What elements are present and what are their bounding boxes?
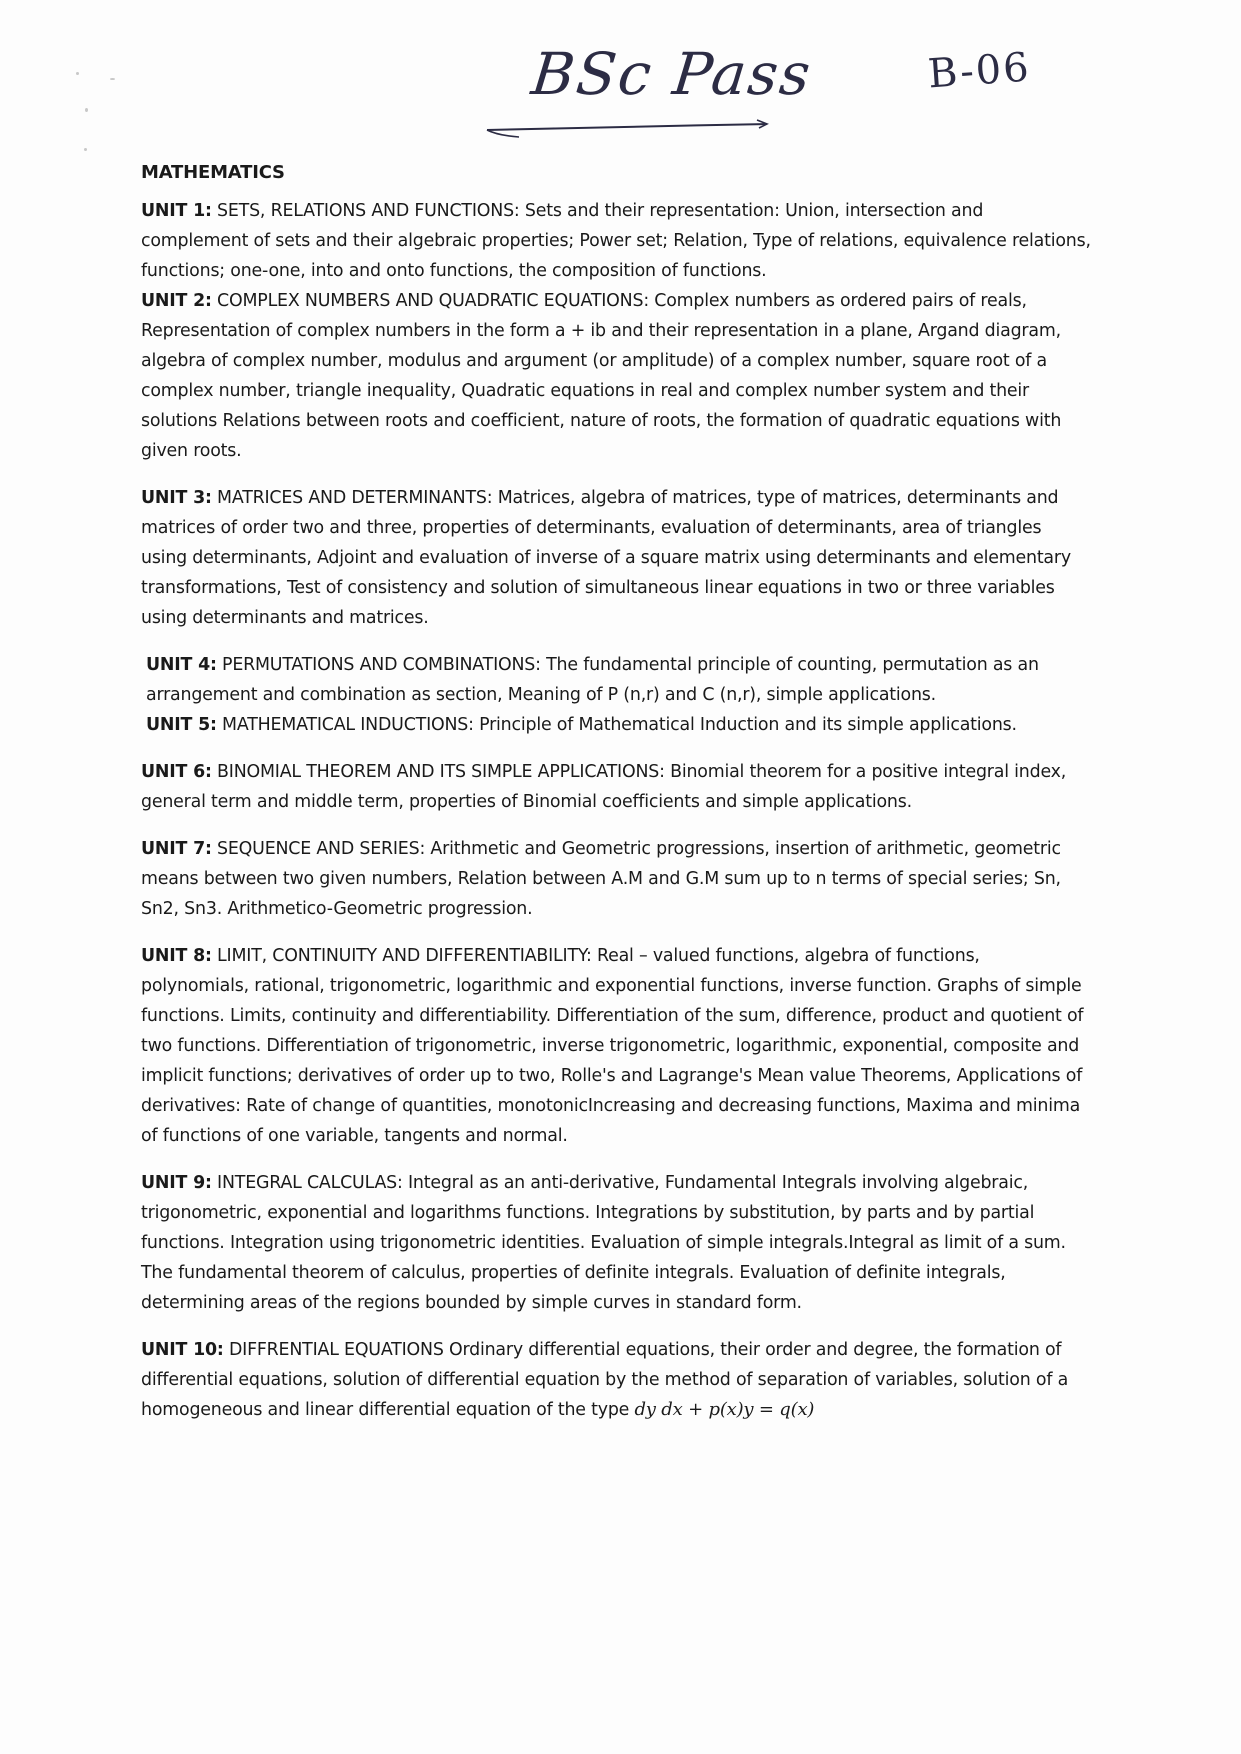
unit-block xyxy=(141,1335,1091,1425)
unit-paragraph xyxy=(141,196,1091,286)
unit-paragraph xyxy=(141,757,1091,817)
unit-block xyxy=(141,941,1091,1151)
unit-paragraph xyxy=(141,1168,1091,1318)
unit-label: UNIT 3: xyxy=(141,488,212,508)
unit-label: UNIT 9: xyxy=(141,1173,212,1193)
unit-paragraph xyxy=(141,286,1091,466)
handwritten-underline xyxy=(485,108,769,148)
unit-block xyxy=(141,483,1091,633)
unit-paragraph xyxy=(141,483,1091,633)
unit-paragraph xyxy=(141,1335,1091,1425)
unit-label: UNIT 8: xyxy=(141,946,212,966)
scan-speck xyxy=(110,78,115,80)
unit-text: SEQUENCE AND SERIES: Arithmetic and Geometric progressions, insertion of arithmetic, geometric means between two given numbers, Relation between A.M and G.M sum up to n terms of special series; Sn, Sn2, Sn3. Arithmetico-Geometric progression. xyxy=(141,839,1061,919)
unit-paragraph xyxy=(141,941,1091,1151)
handwritten-title: BSc Pass xyxy=(528,40,816,108)
unit-label: UNIT 10: xyxy=(141,1340,224,1360)
unit-label: UNIT 4: xyxy=(146,655,217,675)
unit-block xyxy=(141,1168,1091,1318)
unit-text: INTEGRAL CALCULAS: Integral as an anti-derivative, Fundamental Integrals involving algebraic, trigonometric, exponential and logarithms functions. Integrations by substitution, by parts and by partial functions. Integration using trigonometric identities. Evaluation of simple integrals.Integral as limit of a sum. The fundamental theorem of calculus, properties of definite integrals. Evaluation of definite integrals, determining areas of the regions bounded by simple curves in standard form. xyxy=(141,1173,1066,1313)
unit-block xyxy=(141,834,1091,924)
unit-label: UNIT 6: xyxy=(141,762,212,782)
unit-label: UNIT 7: xyxy=(141,839,212,859)
unit-text: MATRICES AND DETERMINANTS: Matrices, algebra of matrices, type of matrices, determinants and matrices of order two and three, properties of determinants, evaluation of determinants, area of triangles using determinants, Adjoint and evaluation of inverse of a square matrix using determinants and elementary transformations, Test of consistency and solution of simultaneous linear equations in two or three variables using determinants and matrices. xyxy=(141,488,1071,628)
scan-speck xyxy=(76,72,79,75)
unit-formula: dy dx + p(x)y = q(x) xyxy=(634,1399,815,1420)
unit-text: BINOMIAL THEOREM AND ITS SIMPLE APPLICATIONS: Binomial theorem for a positive integral index, general term and middle term, properties of Binomial coefficients and simple applications. xyxy=(141,762,1067,812)
subject-heading: MATHEMATICS xyxy=(141,162,285,183)
unit-text: DIFFRENTIAL EQUATIONS Ordinary differential equations, their order and degree, the formation of differential equations, solution of differential equation by the method of separation of variables, solution of a homogeneous and linear differential equation of the type xyxy=(141,1340,1069,1420)
unit-block xyxy=(141,650,1091,740)
unit-text: PERMUTATIONS AND COMBINATIONS: The fundamental principle of counting, permutation as an arrangement and combination as section, Meaning of P (n,r) and C (n,r), simple applications. xyxy=(146,655,1039,705)
unit-block xyxy=(141,196,1091,466)
unit-block xyxy=(141,757,1091,817)
unit-text: SETS, RELATIONS AND FUNCTIONS: Sets and their representation: Union, intersection and complement of sets and their algebraic properties; Power set; Relation, Type of relations, equivalence relations, functions; one-one, into and onto functions, the composition of functions. xyxy=(141,201,1091,281)
unit-paragraph xyxy=(141,710,1091,740)
unit-paragraph xyxy=(141,834,1091,924)
unit-text: LIMIT, CONTINUITY AND DIFFERENTIABILITY: Real – valued functions, algebra of functions, polynomials, rational, trigonometric, logarithmic and exponential functions, inverse function. Graphs of simple functions. Limits, continuity and differentiability. Differentiation of the sum, difference, product and quotient of two functions. Differentiation of trigonometric, inverse trigonometric, logarithmic, exponential, composite and implicit functions; derivatives of order up to two, Rolle's and Lagrange's Mean value Theorems, Applications of derivatives: Rate of change of quantities, monotonicIncreasing and decreasing functions, Maxima and minima of functions of one variable, tangents and normal. xyxy=(141,946,1084,1146)
scan-speck xyxy=(85,108,88,112)
unit-blocks xyxy=(141,196,1091,1425)
unit-label: UNIT 1: xyxy=(141,201,212,221)
unit-paragraph xyxy=(141,650,1091,710)
unit-text: COMPLEX NUMBERS AND QUADRATIC EQUATIONS: Complex numbers as ordered pairs of reals, Representation of complex numbers in the form a + ib and their representation in a plane, Argand diagram, algebra of complex number, modulus and argument (or amplitude) of a complex number, square root of a complex number, triangle inequality, Quadratic equations in real and complex number system and their solutions Relations between roots and coefficient, nature of roots, the formation of quadratic equations with given roots. xyxy=(141,291,1062,461)
handwritten-code: B-06 xyxy=(926,44,1033,98)
unit-label: UNIT 5: xyxy=(146,715,217,735)
syllabus-content xyxy=(141,160,1091,1442)
unit-label: UNIT 2: xyxy=(141,291,212,311)
unit-text: MATHEMATICAL INDUCTIONS: Principle of Mathematical Induction and its simple applications. xyxy=(216,715,1017,735)
scan-speck xyxy=(84,148,87,151)
